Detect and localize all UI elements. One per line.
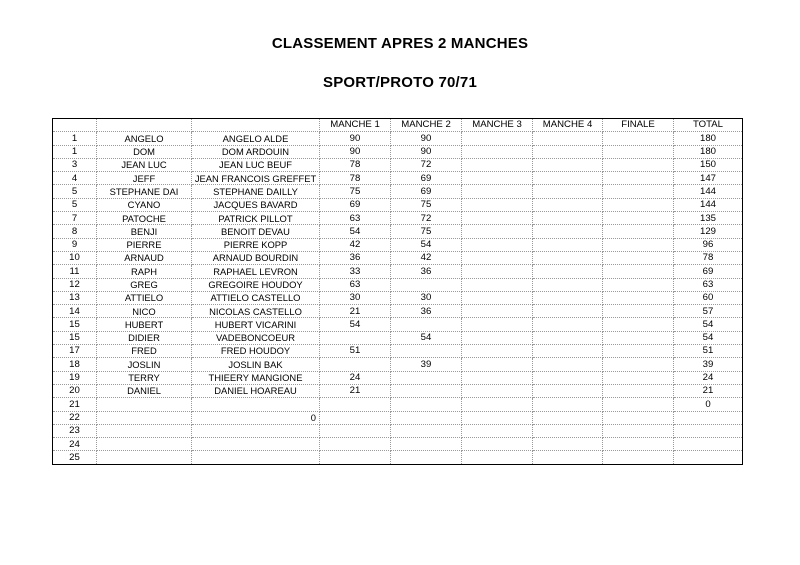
cell-manche-1: 69 <box>320 198 391 211</box>
cell-manche-3 <box>462 132 533 145</box>
cell-manche-1: 75 <box>320 185 391 198</box>
cell-manche-1: 78 <box>320 172 391 185</box>
cell-finale <box>603 238 674 251</box>
cell-finale <box>603 345 674 358</box>
table-row <box>53 318 743 331</box>
cell-position: 9 <box>53 238 97 251</box>
table-row <box>53 238 743 251</box>
cell-manche-4 <box>533 198 603 211</box>
table-row <box>53 451 743 464</box>
cell-total: 180 <box>674 132 743 145</box>
cell-manche-4 <box>533 185 603 198</box>
cell-nickname: PATOCHE <box>97 212 192 225</box>
cell-manche-2 <box>391 398 462 411</box>
cell-manche-2 <box>391 345 462 358</box>
standings-body <box>53 132 743 464</box>
cell-manche-3 <box>462 318 533 331</box>
cell-manche-4 <box>533 371 603 384</box>
cell-nickname: BENJI <box>97 225 192 238</box>
cell-total <box>674 438 743 451</box>
cell-finale <box>603 185 674 198</box>
cell-full-name: JEAN FRANCOIS GREFFET <box>192 172 320 185</box>
cell-nickname: PIERRE <box>97 238 192 251</box>
cell-position: 18 <box>53 358 97 371</box>
cell-manche-4 <box>533 398 603 411</box>
cell-manche-4 <box>533 145 603 158</box>
cell-manche-4 <box>533 212 603 225</box>
cell-manche-1 <box>320 358 391 371</box>
cell-full-name <box>192 398 320 411</box>
cell-manche-3 <box>462 451 533 464</box>
cell-total: 51 <box>674 345 743 358</box>
cell-nickname <box>97 438 192 451</box>
cell-manche-3 <box>462 331 533 344</box>
cell-finale <box>603 384 674 397</box>
cell-full-name: VADEBONCOEUR <box>192 331 320 344</box>
standings-table <box>52 118 743 465</box>
cell-position: 14 <box>53 305 97 318</box>
cell-manche-1: 21 <box>320 305 391 318</box>
cell-full-name: PIERRE KOPP <box>192 238 320 251</box>
cell-total: 54 <box>674 331 743 344</box>
cell-manche-3 <box>462 145 533 158</box>
cell-manche-4 <box>533 424 603 437</box>
cell-finale <box>603 212 674 225</box>
cell-manche-1: 90 <box>320 145 391 158</box>
cell-nickname: RAPH <box>97 265 192 278</box>
cell-finale <box>603 158 674 171</box>
cell-finale <box>603 358 674 371</box>
cell-full-name: GREGOIRE HOUDOY <box>192 278 320 291</box>
cell-manche-2 <box>391 371 462 384</box>
cell-position: 5 <box>53 185 97 198</box>
cell-manche-3 <box>462 278 533 291</box>
cell-nickname: TERRY <box>97 371 192 384</box>
cell-nickname <box>97 451 192 464</box>
cell-position: 22 <box>53 411 97 424</box>
cell-total: 24 <box>674 371 743 384</box>
cell-finale <box>603 251 674 264</box>
cell-nickname: NICO <box>97 305 192 318</box>
cell-full-name <box>192 451 320 464</box>
cell-manche-4 <box>533 291 603 304</box>
cell-manche-2: 75 <box>391 225 462 238</box>
cell-manche-1: 42 <box>320 238 391 251</box>
table-row <box>53 145 743 158</box>
cell-finale <box>603 132 674 145</box>
table-row <box>53 158 743 171</box>
cell-manche-3 <box>462 185 533 198</box>
cell-manche-3 <box>462 358 533 371</box>
cell-manche-4 <box>533 438 603 451</box>
table-row <box>53 185 743 198</box>
cell-finale <box>603 398 674 411</box>
cell-manche-1 <box>320 331 391 344</box>
cell-finale <box>603 438 674 451</box>
cell-manche-3 <box>462 225 533 238</box>
table-row <box>53 305 743 318</box>
cell-nickname <box>97 411 192 424</box>
cell-full-name: THIEERY MANGIONE <box>192 371 320 384</box>
cell-position: 25 <box>53 451 97 464</box>
page-title: CLASSEMENT APRES 2 MANCHES <box>271 35 529 52</box>
cell-manche-1 <box>320 411 391 424</box>
cell-full-name: BENOIT DEVAU <box>192 225 320 238</box>
cell-nickname: DOM <box>97 145 192 158</box>
cell-full-name: PATRICK PILLOT <box>192 212 320 225</box>
cell-finale <box>603 265 674 278</box>
cell-manche-2: 90 <box>391 132 462 145</box>
cell-nickname: ARNAUD <box>97 251 192 264</box>
cell-nickname <box>97 424 192 437</box>
cell-manche-4 <box>533 265 603 278</box>
cell-full-name <box>192 424 320 437</box>
cell-manche-3 <box>462 265 533 278</box>
cell-manche-3 <box>462 305 533 318</box>
cell-manche-1: 78 <box>320 158 391 171</box>
cell-finale <box>603 225 674 238</box>
cell-full-name: ATTIELO CASTELLO <box>192 291 320 304</box>
cell-finale <box>603 278 674 291</box>
cell-full-name: ARNAUD BOURDIN <box>192 251 320 264</box>
cell-position: 10 <box>53 251 97 264</box>
cell-total: 39 <box>674 358 743 371</box>
cell-manche-1: 24 <box>320 371 391 384</box>
cell-full-name: JACQUES BAVARD <box>192 198 320 211</box>
cell-manche-2: 75 <box>391 198 462 211</box>
header-nick <box>97 119 192 132</box>
cell-nickname: CYANO <box>97 198 192 211</box>
cell-position: 1 <box>53 145 97 158</box>
cell-total: 54 <box>674 318 743 331</box>
cell-manche-3 <box>462 212 533 225</box>
cell-full-name: JOSLIN BAK <box>192 358 320 371</box>
cell-position: 11 <box>53 265 97 278</box>
cell-manche-2 <box>391 318 462 331</box>
cell-manche-2: 30 <box>391 291 462 304</box>
cell-manche-2: 54 <box>391 331 462 344</box>
table-row <box>53 251 743 264</box>
cell-manche-1 <box>320 451 391 464</box>
cell-total: 57 <box>674 305 743 318</box>
table-row <box>53 384 743 397</box>
cell-position: 20 <box>53 384 97 397</box>
cell-total: 78 <box>674 251 743 264</box>
cell-manche-4 <box>533 358 603 371</box>
header-total: TOTAL <box>674 119 743 132</box>
cell-manche-3 <box>462 158 533 171</box>
cell-position: 8 <box>53 225 97 238</box>
cell-position: 15 <box>53 318 97 331</box>
cell-position: 17 <box>53 345 97 358</box>
cell-nickname: DANIEL <box>97 384 192 397</box>
cell-nickname: JOSLIN <box>97 358 192 371</box>
header-manche-4: MANCHE 4 <box>533 119 603 132</box>
cell-total: 0 <box>674 398 743 411</box>
cell-total: 144 <box>674 185 743 198</box>
cell-manche-4 <box>533 132 603 145</box>
table-row <box>53 358 743 371</box>
cell-manche-2 <box>391 451 462 464</box>
cell-manche-1: 30 <box>320 291 391 304</box>
cell-finale <box>603 371 674 384</box>
cell-manche-4 <box>533 225 603 238</box>
cell-nickname: GREG <box>97 278 192 291</box>
cell-finale <box>603 331 674 344</box>
table-row <box>53 411 743 424</box>
cell-position: 24 <box>53 438 97 451</box>
cell-manche-4 <box>533 411 603 424</box>
cell-manche-3 <box>462 238 533 251</box>
cell-manche-1: 36 <box>320 251 391 264</box>
cell-manche-1: 51 <box>320 345 391 358</box>
cell-manche-3 <box>462 345 533 358</box>
table-row <box>53 291 743 304</box>
table-row <box>53 278 743 291</box>
cell-full-name: STEPHANE DAILLY <box>192 185 320 198</box>
cell-total: 129 <box>674 225 743 238</box>
cell-total: 96 <box>674 238 743 251</box>
cell-full-name: DANIEL HOAREAU <box>192 384 320 397</box>
cell-position: 21 <box>53 398 97 411</box>
cell-manche-2: 36 <box>391 265 462 278</box>
cell-total: 135 <box>674 212 743 225</box>
cell-finale <box>603 451 674 464</box>
cell-manche-3 <box>462 371 533 384</box>
header-manche-1: MANCHE 1 <box>320 119 391 132</box>
cell-total <box>674 451 743 464</box>
cell-manche-3 <box>462 398 533 411</box>
header-manche-2: MANCHE 2 <box>391 119 462 132</box>
cell-manche-4 <box>533 278 603 291</box>
cell-position: 3 <box>53 158 97 171</box>
cell-finale <box>603 172 674 185</box>
cell-finale <box>603 145 674 158</box>
cell-manche-4 <box>533 251 603 264</box>
cell-manche-1 <box>320 398 391 411</box>
cell-manche-1: 63 <box>320 212 391 225</box>
cell-manche-2: 72 <box>391 212 462 225</box>
cell-manche-3 <box>462 198 533 211</box>
cell-position: 15 <box>53 331 97 344</box>
category-subtitle: SPORT/PROTO 70/71 <box>322 74 477 91</box>
header-row <box>53 119 743 132</box>
cell-full-name: RAPHAEL LEVRON <box>192 265 320 278</box>
table-row <box>53 371 743 384</box>
cell-manche-2: 36 <box>391 305 462 318</box>
cell-finale <box>603 198 674 211</box>
cell-manche-4 <box>533 158 603 171</box>
cell-position: 1 <box>53 132 97 145</box>
cell-position: 12 <box>53 278 97 291</box>
table-row <box>53 212 743 225</box>
cell-manche-4 <box>533 331 603 344</box>
cell-manche-2 <box>391 278 462 291</box>
cell-manche-4 <box>533 451 603 464</box>
cell-position: 23 <box>53 424 97 437</box>
cell-manche-4 <box>533 384 603 397</box>
table-row <box>53 331 743 344</box>
cell-total: 147 <box>674 172 743 185</box>
cell-full-name: 0 <box>192 411 320 424</box>
cell-total: 180 <box>674 145 743 158</box>
cell-finale <box>603 318 674 331</box>
cell-total: 150 <box>674 158 743 171</box>
cell-manche-3 <box>462 291 533 304</box>
cell-position: 4 <box>53 172 97 185</box>
table-row <box>53 198 743 211</box>
table-row <box>53 172 743 185</box>
cell-full-name: NICOLAS CASTELLO <box>192 305 320 318</box>
cell-total <box>674 424 743 437</box>
table-row <box>53 345 743 358</box>
cell-manche-4 <box>533 305 603 318</box>
cell-manche-1: 54 <box>320 225 391 238</box>
cell-manche-1: 33 <box>320 265 391 278</box>
cell-manche-1: 90 <box>320 132 391 145</box>
cell-nickname: STEPHANE DAI <box>97 185 192 198</box>
table-row <box>53 225 743 238</box>
cell-full-name: JEAN LUC BEUF <box>192 158 320 171</box>
cell-nickname: HUBERT <box>97 318 192 331</box>
cell-manche-2: 54 <box>391 238 462 251</box>
cell-finale <box>603 291 674 304</box>
header-finale: FINALE <box>603 119 674 132</box>
cell-manche-4 <box>533 238 603 251</box>
cell-full-name <box>192 438 320 451</box>
cell-manche-2: 69 <box>391 172 462 185</box>
cell-nickname: JEFF <box>97 172 192 185</box>
cell-manche-1 <box>320 438 391 451</box>
cell-manche-1: 63 <box>320 278 391 291</box>
cell-position: 13 <box>53 291 97 304</box>
cell-nickname: FRED <box>97 345 192 358</box>
cell-full-name: HUBERT VICARINI <box>192 318 320 331</box>
cell-manche-2: 69 <box>391 185 462 198</box>
cell-manche-2: 39 <box>391 358 462 371</box>
header-pos <box>53 119 97 132</box>
cell-position: 19 <box>53 371 97 384</box>
cell-nickname: JEAN LUC <box>97 158 192 171</box>
cell-manche-2: 90 <box>391 145 462 158</box>
cell-manche-1 <box>320 424 391 437</box>
header-name <box>192 119 320 132</box>
cell-position: 5 <box>53 198 97 211</box>
table-row <box>53 265 743 278</box>
cell-total: 21 <box>674 384 743 397</box>
cell-nickname: ANGELO <box>97 132 192 145</box>
cell-total: 63 <box>674 278 743 291</box>
header-manche-3: MANCHE 3 <box>462 119 533 132</box>
cell-total: 144 <box>674 198 743 211</box>
cell-manche-3 <box>462 438 533 451</box>
cell-manche-4 <box>533 345 603 358</box>
cell-manche-4 <box>533 318 603 331</box>
cell-manche-3 <box>462 251 533 264</box>
cell-nickname <box>97 398 192 411</box>
cell-full-name: FRED HOUDOY <box>192 345 320 358</box>
cell-manche-3 <box>462 424 533 437</box>
cell-manche-3 <box>462 172 533 185</box>
cell-full-name: DOM ARDOUIN <box>192 145 320 158</box>
cell-nickname: ATTIELO <box>97 291 192 304</box>
cell-manche-2: 42 <box>391 251 462 264</box>
cell-finale <box>603 411 674 424</box>
table-row <box>53 398 743 411</box>
cell-manche-2 <box>391 424 462 437</box>
cell-manche-2 <box>391 411 462 424</box>
cell-nickname: DIDIER <box>97 331 192 344</box>
cell-manche-2: 72 <box>391 158 462 171</box>
cell-manche-1: 21 <box>320 384 391 397</box>
table-row <box>53 132 743 145</box>
table-row <box>53 424 743 437</box>
cell-manche-3 <box>462 384 533 397</box>
cell-full-name: ANGELO ALDE <box>192 132 320 145</box>
cell-manche-2 <box>391 438 462 451</box>
cell-manche-3 <box>462 411 533 424</box>
cell-total <box>674 411 743 424</box>
cell-finale <box>603 305 674 318</box>
table-row <box>53 438 743 451</box>
cell-manche-2 <box>391 384 462 397</box>
cell-total: 69 <box>674 265 743 278</box>
cell-finale <box>603 424 674 437</box>
cell-manche-4 <box>533 172 603 185</box>
cell-total: 60 <box>674 291 743 304</box>
cell-position: 7 <box>53 212 97 225</box>
cell-manche-1: 54 <box>320 318 391 331</box>
